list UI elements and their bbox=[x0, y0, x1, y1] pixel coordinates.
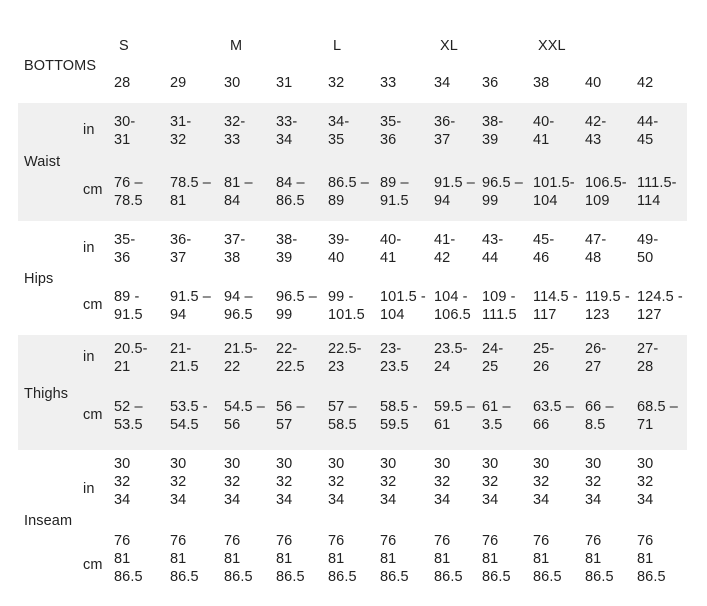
inseam-in-cell: 30 32 34 bbox=[114, 456, 131, 508]
unit-cm-label: cm bbox=[83, 557, 103, 573]
thighs-cm-cell: 52 – 53.5 bbox=[114, 399, 143, 433]
inseam-cm-cell: 76 81 86.5 bbox=[170, 533, 199, 585]
hips-cm-cell: 104 - 106.5 bbox=[434, 289, 471, 323]
waist-cm-cell: 78.5 – 81 bbox=[170, 175, 211, 209]
thighs-cm-cell: 59.5 – 61 bbox=[434, 399, 475, 433]
inseam-in-cell: 30 32 34 bbox=[585, 456, 602, 508]
inseam-cm-cell: 76 81 86.5 bbox=[224, 533, 253, 585]
hips-cm-cell: 89 - 91.5 bbox=[114, 289, 143, 323]
thighs-cm-cell: 57 – 58.5 bbox=[328, 399, 357, 433]
waist-in-cell: 30- 31 bbox=[114, 114, 136, 148]
thighs-cm-cell: 58.5 - 59.5 bbox=[380, 399, 418, 433]
inseam-cm-cell: 76 81 86.5 bbox=[585, 533, 614, 585]
inseam-in-cell: 30 32 34 bbox=[637, 456, 654, 508]
thighs-cm-cell: 53.5 - 54.5 bbox=[170, 399, 208, 433]
waist-in-cell: 42- 43 bbox=[585, 114, 607, 148]
hips-in-cell: 47- 48 bbox=[585, 232, 607, 266]
thighs-in-cell: 26- 27 bbox=[585, 341, 607, 375]
waist-in-cell: 38- 39 bbox=[482, 114, 504, 148]
inseam-cm-cell: 76 81 86.5 bbox=[482, 533, 511, 585]
waist-cm-cell: 76 – 78.5 bbox=[114, 175, 143, 209]
numeric-size-header: 40 bbox=[585, 75, 602, 91]
letter-size-header: XXL bbox=[538, 38, 566, 54]
unit-in-label: in bbox=[83, 122, 95, 138]
letter-size-header: S bbox=[119, 38, 129, 54]
inseam-in-cell: 30 32 34 bbox=[328, 456, 345, 508]
letter-size-header: L bbox=[333, 38, 342, 54]
waist-cm-cell: 84 – 86.5 bbox=[276, 175, 305, 209]
thighs-cm-cell: 68.5 – 71 bbox=[637, 399, 678, 433]
numeric-size-header: 29 bbox=[170, 75, 187, 91]
thighs-cm-cell: 61 – 3.5 bbox=[482, 399, 511, 433]
inseam-in-cell: 30 32 34 bbox=[224, 456, 241, 508]
letter-size-header: M bbox=[230, 38, 243, 54]
hips-in-cell: 41- 42 bbox=[434, 232, 456, 266]
waist-in-cell: 35- 36 bbox=[380, 114, 402, 148]
waist-cm-cell: 86.5 – 89 bbox=[328, 175, 369, 209]
unit-cm-label: cm bbox=[83, 182, 103, 198]
hips-cm-cell: 109 - 111.5 bbox=[482, 289, 517, 323]
inseam-cm-cell: 76 81 86.5 bbox=[114, 533, 143, 585]
hips-cm-cell: 101.5 - 104 bbox=[380, 289, 426, 323]
waist-cm-cell: 101.5- 104 bbox=[533, 175, 575, 209]
thighs-cm-cell: 56 – 57 bbox=[276, 399, 305, 433]
thighs-in-cell: 21- 21.5 bbox=[170, 341, 199, 375]
unit-in-label: in bbox=[83, 349, 95, 365]
hips-label: Hips bbox=[24, 271, 54, 287]
hips-cm-cell: 91.5 – 94 bbox=[170, 289, 211, 323]
unit-cm-label: cm bbox=[83, 297, 103, 313]
hips-in-cell: 45- 46 bbox=[533, 232, 555, 266]
hips-in-cell: 39- 40 bbox=[328, 232, 350, 266]
numeric-size-header: 32 bbox=[328, 75, 345, 91]
thighs-in-cell: 22- 22.5 bbox=[276, 341, 305, 375]
hips-in-cell: 37- 38 bbox=[224, 232, 246, 266]
waist-in-cell: 40- 41 bbox=[533, 114, 555, 148]
unit-in-label: in bbox=[83, 240, 95, 256]
hips-cm-cell: 96.5 – 99 bbox=[276, 289, 317, 323]
thighs-in-cell: 25- 26 bbox=[533, 341, 555, 375]
waist-in-cell: 44- 45 bbox=[637, 114, 659, 148]
thighs-cm-cell: 63.5 – 66 bbox=[533, 399, 574, 433]
inseam-in-cell: 30 32 34 bbox=[170, 456, 187, 508]
inseam-in-cell: 30 32 34 bbox=[380, 456, 397, 508]
waist-in-cell: 36- 37 bbox=[434, 114, 456, 148]
inseam-cm-cell: 76 81 86.5 bbox=[637, 533, 666, 585]
thighs-in-cell: 24- 25 bbox=[482, 341, 504, 375]
inseam-in-cell: 30 32 34 bbox=[434, 456, 451, 508]
inseam-cm-cell: 76 81 86.5 bbox=[434, 533, 463, 585]
waist-label: Waist bbox=[24, 154, 61, 170]
numeric-size-header: 30 bbox=[224, 75, 241, 91]
inseam-cm-cell: 76 81 86.5 bbox=[380, 533, 409, 585]
hips-cm-cell: 119.5 - 123 bbox=[585, 289, 630, 323]
hips-in-cell: 49- 50 bbox=[637, 232, 659, 266]
numeric-size-header: 31 bbox=[276, 75, 293, 91]
waist-in-cell: 32- 33 bbox=[224, 114, 246, 148]
thighs-in-cell: 20.5- 21 bbox=[114, 341, 148, 375]
thighs-label: Thighs bbox=[24, 386, 69, 402]
inseam-label: Inseam bbox=[24, 513, 73, 529]
unit-in-label: in bbox=[83, 481, 95, 497]
numeric-size-header: 28 bbox=[114, 75, 131, 91]
unit-cm-label: cm bbox=[83, 407, 103, 423]
thighs-in-cell: 22.5- 23 bbox=[328, 341, 362, 375]
table-title: BOTTOMS bbox=[24, 58, 97, 74]
waist-in-cell: 31- 32 bbox=[170, 114, 192, 148]
inseam-in-cell: 30 32 34 bbox=[482, 456, 499, 508]
hips-cm-cell: 124.5 - 127 bbox=[637, 289, 683, 323]
waist-cm-cell: 106.5- 109 bbox=[585, 175, 627, 209]
hips-cm-cell: 114.5 - 117 bbox=[533, 289, 578, 323]
inseam-in-cell: 30 32 34 bbox=[533, 456, 550, 508]
letter-size-header: XL bbox=[440, 38, 458, 54]
thighs-in-cell: 27- 28 bbox=[637, 341, 659, 375]
thighs-cm-cell: 54.5 – 56 bbox=[224, 399, 265, 433]
inseam-in-cell: 30 32 34 bbox=[276, 456, 293, 508]
waist-in-cell: 33- 34 bbox=[276, 114, 298, 148]
waist-cm-cell: 89 – 91.5 bbox=[380, 175, 409, 209]
thighs-in-cell: 21.5- 22 bbox=[224, 341, 258, 375]
hips-in-cell: 35- 36 bbox=[114, 232, 136, 266]
numeric-size-header: 34 bbox=[434, 75, 451, 91]
hips-in-cell: 43- 44 bbox=[482, 232, 504, 266]
thighs-cm-cell: 66 – 8.5 bbox=[585, 399, 614, 433]
hips-in-cell: 36- 37 bbox=[170, 232, 192, 266]
waist-cm-cell: 111.5- 114 bbox=[637, 175, 677, 209]
thighs-in-cell: 23- 23.5 bbox=[380, 341, 409, 375]
hips-in-cell: 38- 39 bbox=[276, 232, 298, 266]
numeric-size-header: 33 bbox=[380, 75, 397, 91]
numeric-size-header: 42 bbox=[637, 75, 654, 91]
numeric-size-header: 38 bbox=[533, 75, 550, 91]
waist-cm-cell: 91.5 – 94 bbox=[434, 175, 475, 209]
waist-cm-cell: 96.5 – 99 bbox=[482, 175, 523, 209]
waist-cm-cell: 81 – 84 bbox=[224, 175, 253, 209]
hips-in-cell: 40- 41 bbox=[380, 232, 402, 266]
numeric-size-header: 36 bbox=[482, 75, 499, 91]
hips-cm-cell: 99 - 101.5 bbox=[328, 289, 365, 323]
inseam-cm-cell: 76 81 86.5 bbox=[533, 533, 562, 585]
waist-in-cell: 34- 35 bbox=[328, 114, 350, 148]
inseam-cm-cell: 76 81 86.5 bbox=[276, 533, 305, 585]
thighs-in-cell: 23.5- 24 bbox=[434, 341, 468, 375]
hips-cm-cell: 94 – 96.5 bbox=[224, 289, 253, 323]
inseam-cm-cell: 76 81 86.5 bbox=[328, 533, 357, 585]
